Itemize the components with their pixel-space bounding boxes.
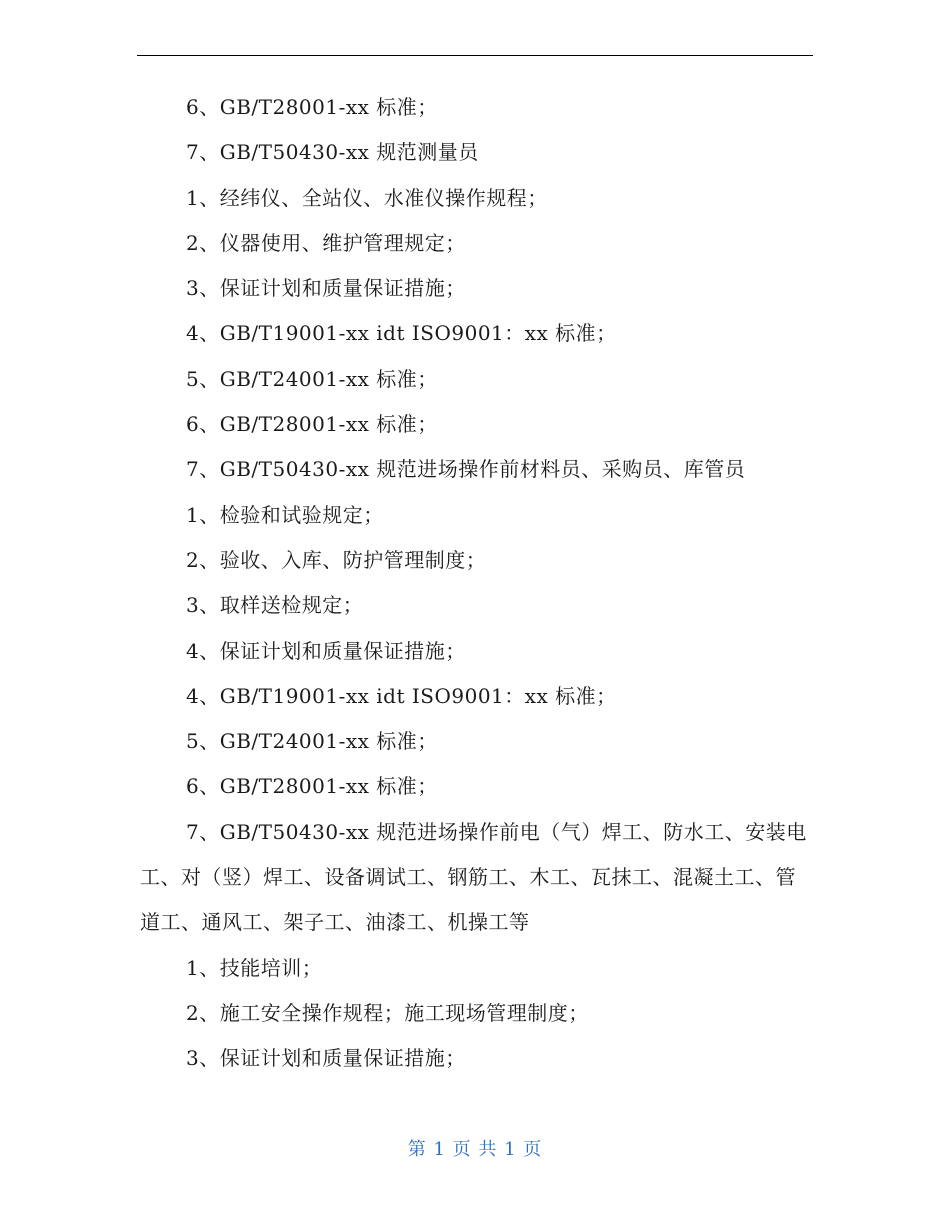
paragraph: 6、GB/T28001-xx 标准； [186,95,438,119]
paragraph: 4、GB/T19001-xx idt ISO9001：xx 标准； [186,321,617,346]
paragraph: 5、GB/T24001-xx 标准； [186,729,438,754]
paragraph: 1、技能培训； [186,955,323,980]
paragraph: 4、GB/T19001-xx idt ISO9001：xx 标准； [186,683,617,708]
paragraph: 6、GB/T28001-xx 标准； [186,412,438,437]
paragraph: 2、施工安全操作规程；施工现场管理制度； [186,1000,589,1025]
paragraph: 2、仪器使用、维护管理规定； [186,230,466,255]
paragraph: 6、GB/T28001-xx 标准； [186,774,438,799]
paragraph: 7、GB/T50430-xx 规范进场操作前材料员、采购员、库管员 [186,457,746,482]
paragraph: 5、GB/T24001-xx 标准； [186,366,438,391]
paragraph: 1、检验和试验规定； [186,502,384,527]
paragraph: 3、取样送检规定； [186,593,364,618]
paragraph: 3、保证计划和质量保证措施； [186,1046,466,1071]
paragraph: 2、验收、入库、防护管理制度； [186,547,487,572]
paragraph: 1、经纬仪、全站仪、水准仪操作规程； [186,185,548,210]
document-body [140,85,813,1082]
page-number-footer: 第 1 页 共 1 页 [407,1139,543,1160]
paragraph: 4、保证计划和质量保证措施； [186,638,466,663]
paragraph: 3、保证计划和质量保证措施； [186,276,466,301]
header-rule [137,55,813,56]
paragraph: 7、GB/T50430-xx 规范进场操作前电（气）焊工、防水工、安装电工、对（竖）焊工、设备调试工、钢筋工、木工、瓦抹工、混凝土工、管道工、通风工、架子工、油漆工、机操工等 [140,819,807,935]
paragraph: 7、GB/T50430-xx 规范测量员 [186,140,479,165]
